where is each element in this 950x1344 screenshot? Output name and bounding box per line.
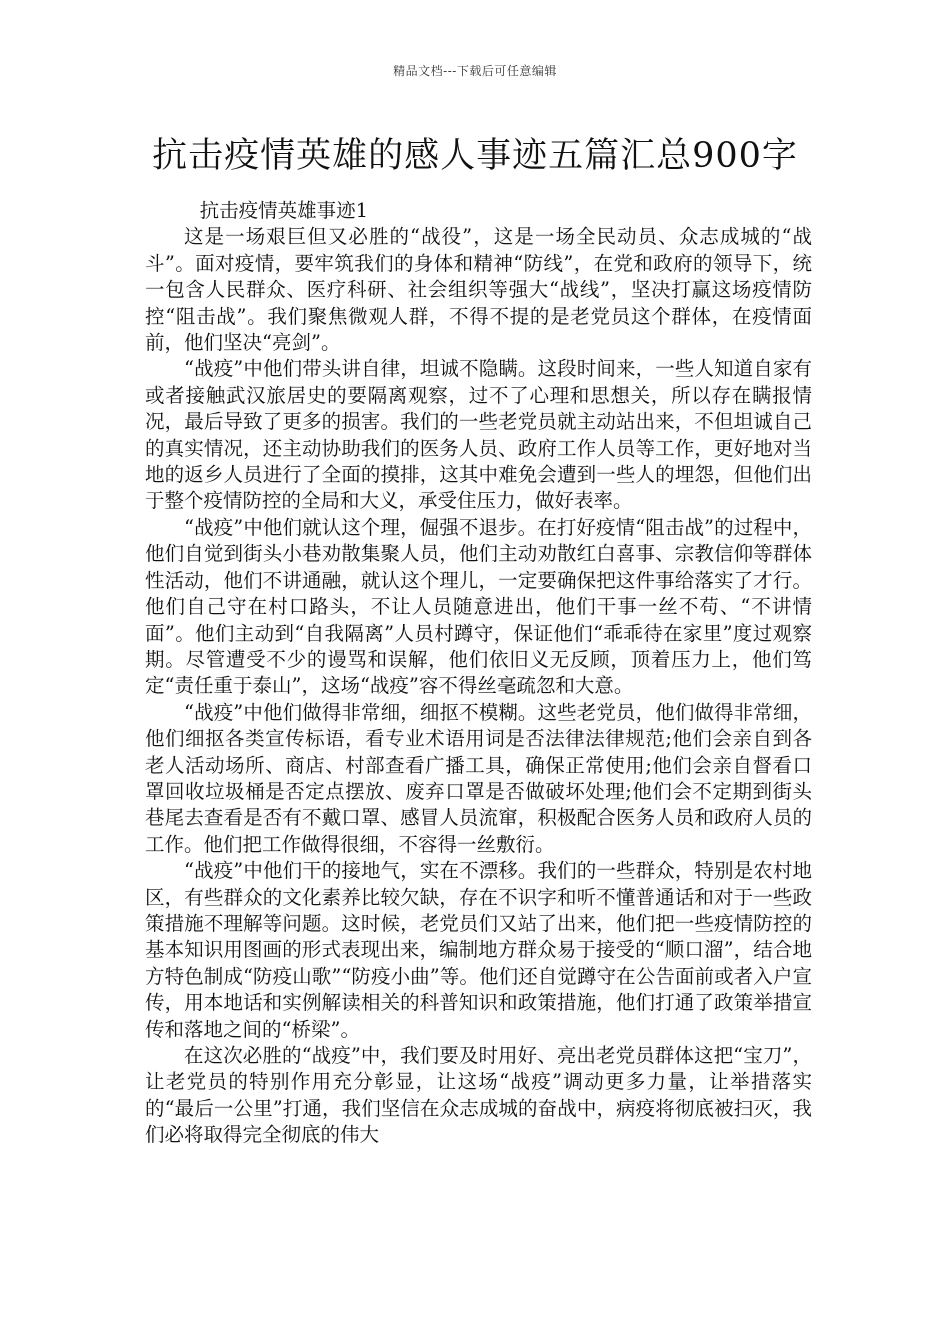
section-heading: 抗击疫情英雄事迹1 bbox=[199, 199, 369, 222]
document-body bbox=[145, 198, 812, 1149]
paragraph: 这是一场艰巨但又必胜的“战役”，这是一场全民动员、众志成城的“战斗”。面对疫情，要牢筑我们的身体和精神“防线”，在党和政府的领导下，统一包含人民群众、医疗科研、社会组织等强大“战线”，坚决打赢这场疫情防控“阻击战”。我们聚焦微观人群，不得不提的是老党员这个群体，在疫情面前，他们坚决“亮剑”。 bbox=[145, 225, 812, 355]
paragraph: “战疫”中他们带头讲自律，坦诚不隐瞒。这段时间来，一些人知道自家有或者接触武汉旅居史的要隔离观察，过不了心理和思想关，所以存在瞒报情况，最后导致了更多的损害。我们的一些老党员就主动站出来，不但坦诚自己的真实情况，还主动协助我们的医务人员、政府工作人员等工作，更好地对当地的返乡人员进行了全面的摸排，这其中难免会遭到一些人的埋怨，但他们出于整个疫情防控的全局和大义，承受住压力，做好表率。 bbox=[145, 357, 812, 513]
paragraph: 在这次必胜的“战疫”中，我们要及时用好、亮出老党员群体这把“宝刀”，让老党员的特别作用充分彰显，让这场“战疫”调动更多力量，让举措落实的“最后一公里”打通，我们坚信在众志成城的奋战中，病疫将彻底被扫灭，我们必将取得完全彻底的伟大 bbox=[145, 1044, 812, 1147]
paragraph: “战疫”中他们干的接地气，实在不漂移。我们的一些群众，特别是农村地区，有些群众的文化素养比较欠缺，存在不识字和听不懂普通话和对于一些政策措施不理解等问题。这时候，老党员们又站了出来，他们把一些疫情防控的基本知识用图画的形式表现出来，编制地方群众易于接受的“顺口溜”，结合地方特色制成“防疫山歌”“防疫小曲”等。他们还自觉蹲守在公告面前或者入户宣传，用本地话和实例解读相关的科普知识和政策措施，他们打通了政策举措宣传和落地之间的“桥梁”。 bbox=[145, 859, 812, 1041]
page-header-note: 精品文档---下载后可任意编辑 bbox=[393, 64, 557, 78]
paragraph: “战疫”中他们就认这个理，倔强不退步。在打好疫情“阻击战”的过程中，他们自觉到街头小巷劝散集聚人员，他们主动劝散红白喜事、宗教信仰等群体性活动，他们不讲通融，就认这个理儿，一定要确保把这件事给落实了才行。他们自己守在村口路头，不让人员随意进出，他们干事一丝不苟、“不讲情面”。他们主动到“自我隔离”人员村蹲守，保证他们“乖乖待在家里”度过观察期。尽管遭受不少的谩骂和误解，他们依旧义无反顾，顶着压力上，他们笃定“责任重于泰山”，这场“战疫”容不得丝毫疏忽和大意。 bbox=[145, 515, 812, 698]
document-title: 抗击疫情英雄的感人事迹五篇汇总900字 bbox=[152, 136, 798, 176]
paragraph: “战疫”中他们做得非常细，细抠不模糊。这些老党员，他们做得非常细，他们细抠各类宣传标语，看专业术语用词是否法律法律规范;他们会亲自到各老人活动场所、商店、村部查看广播工具，确保正常使用;他们会亲自督看口罩回收垃圾桶是否定点摆放、废弃口罩是否做破坏处理;他们会不定期到街头巷尾去查看是否有不戴口罩、感冒人员流窜，积极配合医务人员和政府人员的工作。他们把工作做得很细，不容得一丝敷衍。 bbox=[145, 700, 812, 856]
